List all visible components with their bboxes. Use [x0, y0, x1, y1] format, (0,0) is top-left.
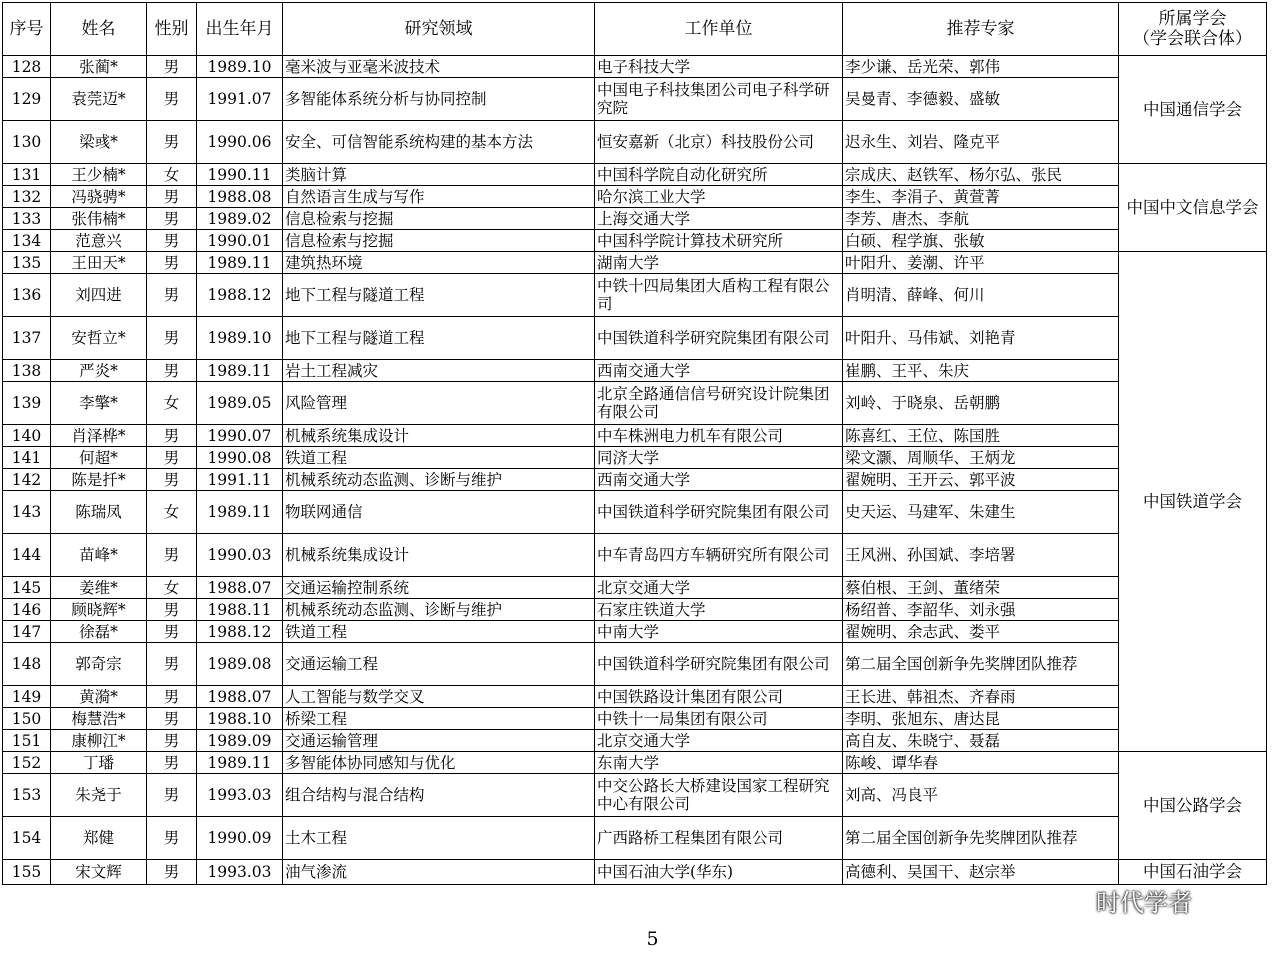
row-society: 中国中文信息学会 — [1119, 164, 1267, 252]
row-gender: 男 — [147, 730, 197, 752]
row-name: 陈是扦* — [51, 469, 147, 491]
row-name: 宋文辉 — [51, 860, 147, 885]
row-birth: 1989.11 — [197, 360, 283, 382]
row-unit: 同济大学 — [595, 447, 843, 469]
row-birth: 1993.03 — [197, 774, 283, 817]
header-society: 所属学会 （学会联合体） — [1119, 3, 1267, 56]
row-no: 142 — [3, 469, 51, 491]
row-unit: 中南大学 — [595, 621, 843, 643]
row-experts: 叶阳升、马伟斌、刘艳青 — [843, 317, 1119, 360]
row-no: 130 — [3, 121, 51, 164]
row-field: 类脑计算 — [283, 164, 595, 186]
row-birth: 1991.07 — [197, 78, 283, 121]
table-row — [3, 774, 1267, 817]
row-unit: 中国电子科技集团公司电子科学研究院 — [595, 78, 843, 121]
row-unit: 北京交通大学 — [595, 730, 843, 752]
row-no: 131 — [3, 164, 51, 186]
row-name: 李擎* — [51, 382, 147, 425]
row-no: 151 — [3, 730, 51, 752]
row-name: 丁璠 — [51, 752, 147, 774]
row-birth: 1990.06 — [197, 121, 283, 164]
row-unit: 中交公路长大桥建设国家工程研究中心有限公司 — [595, 774, 843, 817]
row-birth: 1990.11 — [197, 164, 283, 186]
row-unit: 恒安嘉新（北京）科技股份公司 — [595, 121, 843, 164]
row-unit: 广西路桥工程集团有限公司 — [595, 817, 843, 860]
watermark — [1050, 883, 1192, 918]
table-row — [3, 230, 1267, 252]
table-row — [3, 577, 1267, 599]
table-row — [3, 730, 1267, 752]
row-no: 155 — [3, 860, 51, 885]
table-row — [3, 252, 1267, 274]
table-row — [3, 447, 1267, 469]
row-no: 133 — [3, 208, 51, 230]
row-birth: 1989.02 — [197, 208, 283, 230]
row-field: 铁道工程 — [283, 447, 595, 469]
row-experts: 第二届全国创新争先奖牌团队推荐 — [843, 643, 1119, 686]
table-row — [3, 708, 1267, 730]
row-experts: 叶阳升、姜潮、许平 — [843, 252, 1119, 274]
row-experts: 高德利、吴国干、赵宗举 — [843, 860, 1119, 885]
row-society: 中国铁道学会 — [1119, 252, 1267, 752]
table-row — [3, 164, 1267, 186]
row-experts: 白硕、程学旗、张敏 — [843, 230, 1119, 252]
row-experts: 翟婉明、王开云、郭平波 — [843, 469, 1119, 491]
row-gender: 女 — [147, 577, 197, 599]
row-birth: 1990.07 — [197, 425, 283, 447]
row-experts: 宗成庆、赵铁军、杨尔弘、张民 — [843, 164, 1119, 186]
row-gender: 男 — [147, 230, 197, 252]
row-gender: 男 — [147, 860, 197, 885]
table-row — [3, 686, 1267, 708]
row-experts: 陈喜红、王位、陈国胜 — [843, 425, 1119, 447]
row-no: 148 — [3, 643, 51, 686]
row-name: 梅慧浩* — [51, 708, 147, 730]
row-name: 苗峰* — [51, 534, 147, 577]
row-unit: 中国铁道科学研究院集团有限公司 — [595, 643, 843, 686]
row-name: 姜维* — [51, 577, 147, 599]
row-gender: 男 — [147, 621, 197, 643]
row-name: 梁彧* — [51, 121, 147, 164]
row-field: 自然语言生成与写作 — [283, 186, 595, 208]
row-name: 王田天* — [51, 252, 147, 274]
watermark-text: 时代学者 — [1096, 889, 1192, 917]
row-name: 陈瑞凤 — [51, 491, 147, 534]
row-no: 140 — [3, 425, 51, 447]
row-experts: 蔡伯根、王剑、董绪荣 — [843, 577, 1119, 599]
row-no: 144 — [3, 534, 51, 577]
row-experts: 杨绍普、李韶华、刘永强 — [843, 599, 1119, 621]
row-field: 岩土工程减灾 — [283, 360, 595, 382]
row-gender: 男 — [147, 78, 197, 121]
row-field: 物联网通信 — [283, 491, 595, 534]
row-field: 交通运输控制系统 — [283, 577, 595, 599]
row-field: 机械系统集成设计 — [283, 425, 595, 447]
row-experts: 李明、张旭东、唐达昆 — [843, 708, 1119, 730]
table-row — [3, 817, 1267, 860]
row-gender: 男 — [147, 121, 197, 164]
row-gender: 男 — [147, 752, 197, 774]
row-unit: 中国科学院自动化研究所 — [595, 164, 843, 186]
row-gender: 男 — [147, 274, 197, 317]
row-birth: 1989.09 — [197, 730, 283, 752]
row-no: 137 — [3, 317, 51, 360]
row-field: 机械系统动态监测、诊断与维护 — [283, 469, 595, 491]
row-no: 154 — [3, 817, 51, 860]
row-no: 143 — [3, 491, 51, 534]
row-name: 张伟楠* — [51, 208, 147, 230]
header-unit: 工作单位 — [595, 3, 843, 56]
row-no: 129 — [3, 78, 51, 121]
row-name: 冯骁骋* — [51, 186, 147, 208]
row-name: 刘四进 — [51, 274, 147, 317]
row-field: 交通运输工程 — [283, 643, 595, 686]
row-unit: 中铁十四局集团大盾构工程有限公司 — [595, 274, 843, 317]
row-field: 铁道工程 — [283, 621, 595, 643]
row-birth: 1991.11 — [197, 469, 283, 491]
header-no: 序号 — [3, 3, 51, 56]
row-experts: 李生、李涓子、黄萱菁 — [843, 186, 1119, 208]
row-experts: 崔鹏、王平、朱庆 — [843, 360, 1119, 382]
row-field: 信息检索与挖掘 — [283, 230, 595, 252]
row-birth: 1989.11 — [197, 752, 283, 774]
row-gender: 男 — [147, 447, 197, 469]
row-no: 153 — [3, 774, 51, 817]
row-birth: 1988.08 — [197, 186, 283, 208]
row-experts: 高自友、朱晓宁、聂磊 — [843, 730, 1119, 752]
row-experts: 刘高、冯良平 — [843, 774, 1119, 817]
row-unit: 东南大学 — [595, 752, 843, 774]
table-row — [3, 360, 1267, 382]
row-gender: 男 — [147, 817, 197, 860]
row-name: 安哲立* — [51, 317, 147, 360]
row-name: 朱尧于 — [51, 774, 147, 817]
row-gender: 女 — [147, 164, 197, 186]
row-name: 肖泽桦* — [51, 425, 147, 447]
row-birth: 1990.08 — [197, 447, 283, 469]
row-unit: 电子科技大学 — [595, 56, 843, 78]
row-name: 何超* — [51, 447, 147, 469]
row-field: 风险管理 — [283, 382, 595, 425]
row-field: 信息检索与挖掘 — [283, 208, 595, 230]
row-gender: 女 — [147, 382, 197, 425]
table-row — [3, 534, 1267, 577]
row-unit: 中国石油大学(华东) — [595, 860, 843, 885]
row-name: 范意兴 — [51, 230, 147, 252]
row-field: 组合结构与混合结构 — [283, 774, 595, 817]
row-birth: 1988.07 — [197, 577, 283, 599]
row-gender: 男 — [147, 643, 197, 686]
table-row — [3, 491, 1267, 534]
row-unit: 中铁十一局集团有限公司 — [595, 708, 843, 730]
row-field: 地下工程与隧道工程 — [283, 317, 595, 360]
row-field: 土木工程 — [283, 817, 595, 860]
recommendation-table — [2, 2, 1267, 885]
row-no: 138 — [3, 360, 51, 382]
row-unit: 中国铁路设计集团有限公司 — [595, 686, 843, 708]
row-experts: 迟永生、刘岩、隆克平 — [843, 121, 1119, 164]
row-gender: 男 — [147, 252, 197, 274]
row-unit: 中车株洲电力机车有限公司 — [595, 425, 843, 447]
row-experts: 李芳、唐杰、李航 — [843, 208, 1119, 230]
table-row — [3, 469, 1267, 491]
row-gender: 男 — [147, 686, 197, 708]
row-birth: 1988.10 — [197, 708, 283, 730]
row-unit: 湖南大学 — [595, 252, 843, 274]
row-birth: 1989.11 — [197, 252, 283, 274]
row-name: 袁莞迈* — [51, 78, 147, 121]
row-experts: 肖明清、薛峰、何川 — [843, 274, 1119, 317]
row-name: 顾晓辉* — [51, 599, 147, 621]
row-name: 王少楠* — [51, 164, 147, 186]
header-row — [3, 3, 1267, 56]
row-gender: 男 — [147, 708, 197, 730]
row-no: 128 — [3, 56, 51, 78]
row-gender: 男 — [147, 534, 197, 577]
row-name: 黄漪* — [51, 686, 147, 708]
row-experts: 李少谦、岳光荣、郭伟 — [843, 56, 1119, 78]
row-no: 147 — [3, 621, 51, 643]
row-birth: 1988.12 — [197, 274, 283, 317]
table-row — [3, 860, 1267, 885]
row-birth: 1989.05 — [197, 382, 283, 425]
row-unit: 西南交通大学 — [595, 360, 843, 382]
row-unit: 西南交通大学 — [595, 469, 843, 491]
row-unit: 中国铁道科学研究院集团有限公司 — [595, 317, 843, 360]
row-experts: 第二届全国创新争先奖牌团队推荐 — [843, 817, 1119, 860]
row-field: 人工智能与数学交叉 — [283, 686, 595, 708]
row-experts: 史天运、马建军、朱建生 — [843, 491, 1119, 534]
row-unit: 北京全路通信信号研究设计院集团有限公司 — [595, 382, 843, 425]
row-field: 交通运输管理 — [283, 730, 595, 752]
row-no: 152 — [3, 752, 51, 774]
table-row — [3, 274, 1267, 317]
row-field: 多智能体协同感知与优化 — [283, 752, 595, 774]
row-unit: 石家庄铁道大学 — [595, 599, 843, 621]
table-body — [3, 56, 1267, 885]
row-gender: 男 — [147, 469, 197, 491]
row-birth: 1989.10 — [197, 317, 283, 360]
row-birth: 1988.12 — [197, 621, 283, 643]
row-field: 地下工程与隧道工程 — [283, 274, 595, 317]
row-field: 安全、可信智能系统构建的基本方法 — [283, 121, 595, 164]
row-unit: 中国铁道科学研究院集团有限公司 — [595, 491, 843, 534]
header-field: 研究领域 — [283, 3, 595, 56]
row-experts: 梁文灏、周顺华、王炳龙 — [843, 447, 1119, 469]
row-no: 145 — [3, 577, 51, 599]
row-name: 郭奇宗 — [51, 643, 147, 686]
table-row — [3, 643, 1267, 686]
row-name: 张蔺* — [51, 56, 147, 78]
row-unit: 哈尔滨工业大学 — [595, 186, 843, 208]
row-society: 中国通信学会 — [1119, 56, 1267, 164]
row-name: 郑健 — [51, 817, 147, 860]
row-gender: 男 — [147, 360, 197, 382]
row-birth: 1990.09 — [197, 817, 283, 860]
row-no: 136 — [3, 274, 51, 317]
row-birth: 1990.03 — [197, 534, 283, 577]
row-no: 134 — [3, 230, 51, 252]
table-row — [3, 317, 1267, 360]
table-row — [3, 208, 1267, 230]
row-name: 康柳江* — [51, 730, 147, 752]
row-no: 135 — [3, 252, 51, 274]
row-birth: 1993.03 — [197, 860, 283, 885]
table-row — [3, 382, 1267, 425]
row-gender: 女 — [147, 491, 197, 534]
row-experts: 刘岭、于晓泉、岳朝鹏 — [843, 382, 1119, 425]
row-no: 141 — [3, 447, 51, 469]
row-birth: 1988.07 — [197, 686, 283, 708]
row-experts: 王长进、韩祖杰、齐春雨 — [843, 686, 1119, 708]
header-gender: 性别 — [147, 3, 197, 56]
row-birth: 1989.08 — [197, 643, 283, 686]
row-gender: 男 — [147, 208, 197, 230]
row-birth: 1988.11 — [197, 599, 283, 621]
row-field: 机械系统动态监测、诊断与维护 — [283, 599, 595, 621]
row-gender: 男 — [147, 56, 197, 78]
row-no: 150 — [3, 708, 51, 730]
row-experts: 吴曼青、李德毅、盛敏 — [843, 78, 1119, 121]
table-row — [3, 121, 1267, 164]
table-row — [3, 425, 1267, 447]
table-row — [3, 56, 1267, 78]
row-experts: 陈峻、谭华春 — [843, 752, 1119, 774]
row-birth: 1989.10 — [197, 56, 283, 78]
table-row — [3, 186, 1267, 208]
row-gender: 男 — [147, 186, 197, 208]
row-unit: 中国科学院计算技术研究所 — [595, 230, 843, 252]
header-name: 姓名 — [51, 3, 147, 56]
row-experts: 王风洲、孙国斌、李培署 — [843, 534, 1119, 577]
row-gender: 男 — [147, 317, 197, 360]
row-no: 132 — [3, 186, 51, 208]
wechat-icon — [1050, 885, 1090, 917]
header-birth: 出生年月 — [197, 3, 283, 56]
row-society: 中国石油学会 — [1119, 860, 1267, 885]
row-name: 严炎* — [51, 360, 147, 382]
row-field: 建筑热环境 — [283, 252, 595, 274]
table-row — [3, 78, 1267, 121]
row-experts: 翟婉明、余志武、娄平 — [843, 621, 1119, 643]
row-field: 机械系统集成设计 — [283, 534, 595, 577]
table-row — [3, 752, 1267, 774]
row-field: 油气渗流 — [283, 860, 595, 885]
row-gender: 男 — [147, 425, 197, 447]
row-field: 毫米波与亚毫米波技术 — [283, 56, 595, 78]
row-unit: 中车青岛四方车辆研究所有限公司 — [595, 534, 843, 577]
row-birth: 1990.01 — [197, 230, 283, 252]
row-name: 徐磊* — [51, 621, 147, 643]
table-row — [3, 599, 1267, 621]
row-gender: 男 — [147, 599, 197, 621]
row-field: 桥梁工程 — [283, 708, 595, 730]
row-no: 146 — [3, 599, 51, 621]
row-society: 中国公路学会 — [1119, 752, 1267, 860]
row-unit: 上海交通大学 — [595, 208, 843, 230]
row-field: 多智能体系统分析与协同控制 — [283, 78, 595, 121]
row-birth: 1989.11 — [197, 491, 283, 534]
table-row — [3, 621, 1267, 643]
row-gender: 男 — [147, 774, 197, 817]
page-number: 5 — [646, 928, 659, 950]
row-unit: 北京交通大学 — [595, 577, 843, 599]
header-experts: 推荐专家 — [843, 3, 1119, 56]
row-no: 139 — [3, 382, 51, 425]
row-no: 149 — [3, 686, 51, 708]
